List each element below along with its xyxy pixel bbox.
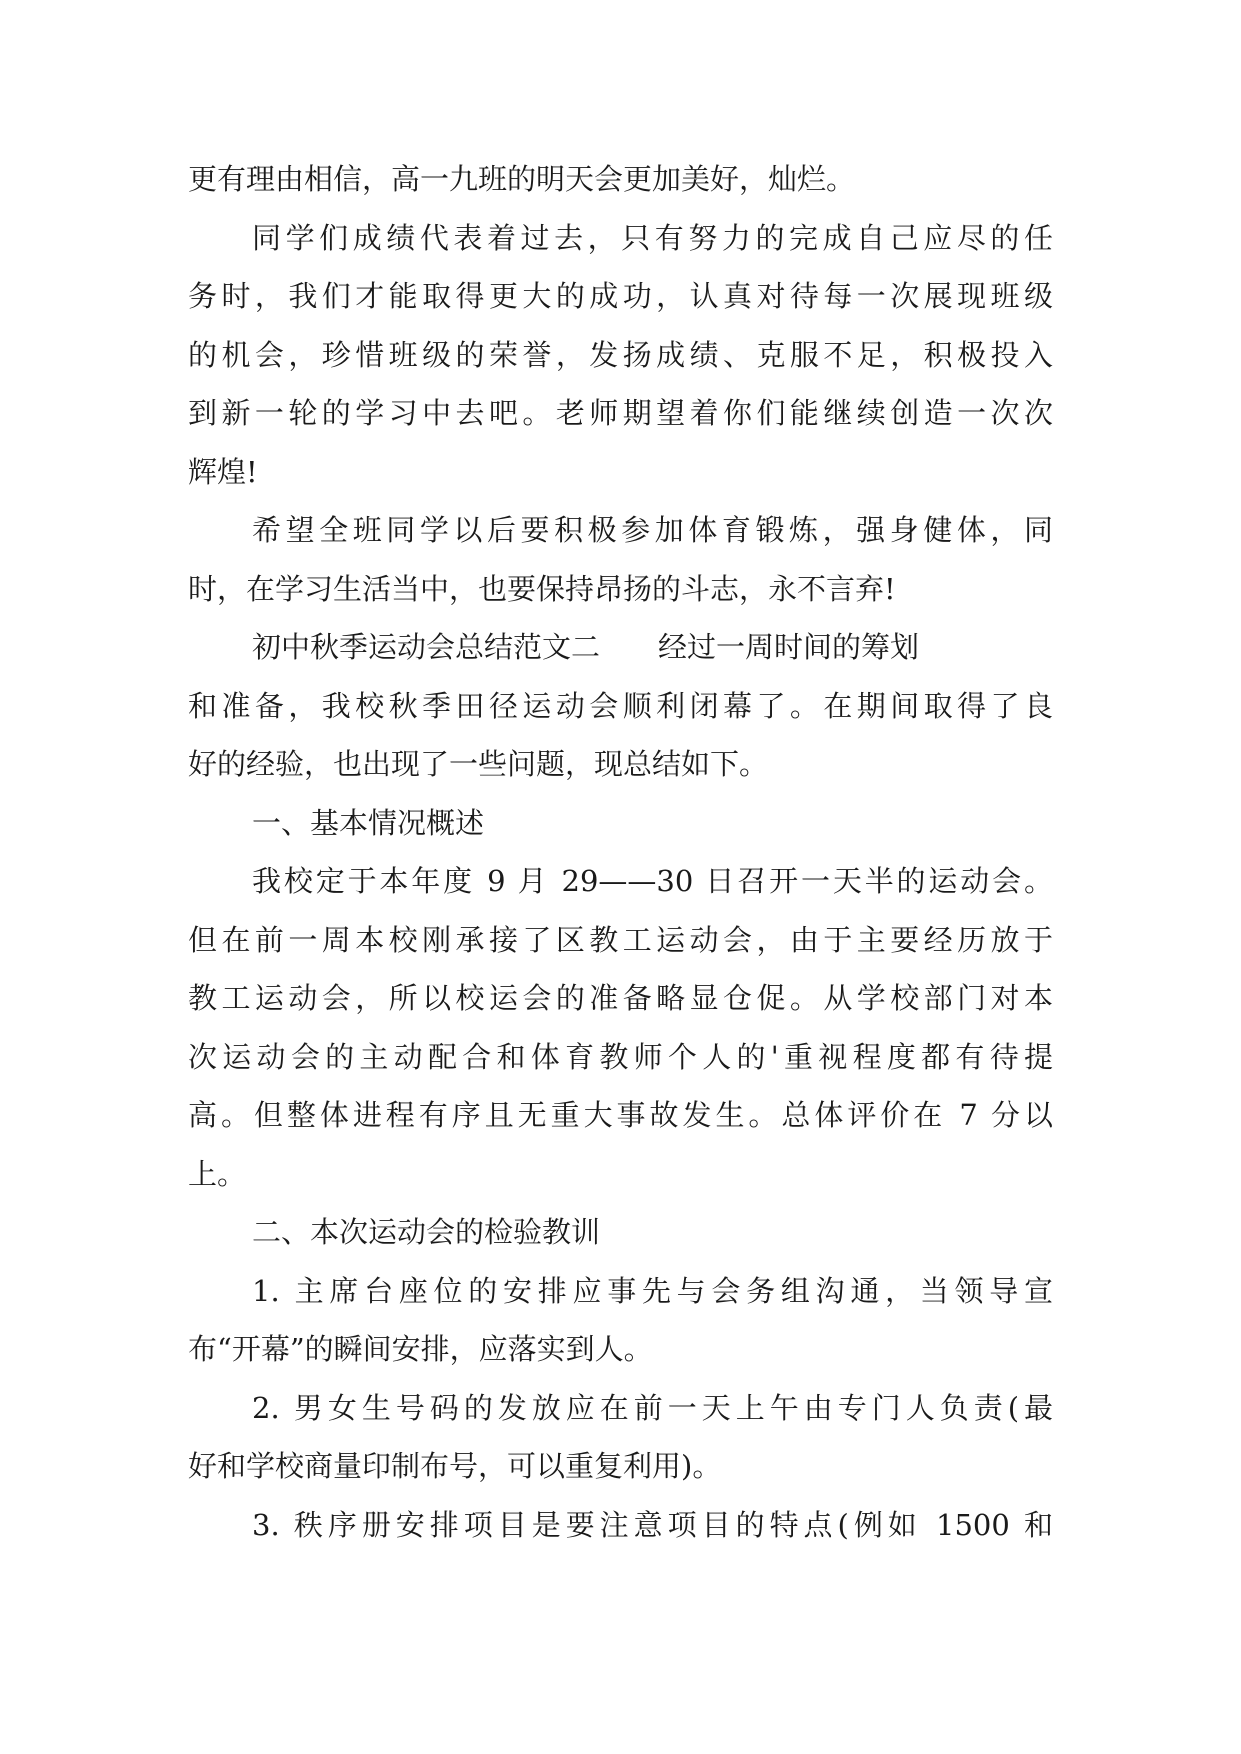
list-item-line: 1. 主席台座位的安排应事先与会务组沟通，当领导宣	[252, 1273, 1053, 1308]
paragraph-line: 的机会，珍惜班级的荣誉，发扬成绩、克服不足，积极投入	[188, 337, 1053, 372]
paragraph-line: 同学们成绩代表着过去，只有努力的完成自己应尽的任	[252, 220, 1053, 255]
document-body	[188, 150, 1053, 1554]
section-heading: 二、本次运动会的检验教训	[252, 1215, 601, 1249]
paragraph-line: 更有理由相信，高一九班的明天会更加美好，灿烂。	[188, 162, 856, 196]
paragraph-line: 和准备，我校秋季田径运动会顺利闭幕了。在期间取得了良	[188, 688, 1053, 723]
paragraph-line: 高。但整体进程有序且无重大事故发生。总体评价在 7 分以	[188, 1098, 1053, 1132]
paragraph-line: 好的经验，也出现了一些问题，现总结如下。	[188, 747, 769, 781]
paragraph-line: 希望全班同学以后要积极参加体育锻炼，强身健体，同	[252, 513, 1053, 547]
paragraph-line: 教工运动会，所以校运会的准备略显仓促。从学校部门对本	[188, 981, 1053, 1015]
paragraph-line: 上。	[188, 1156, 247, 1191]
paragraph-line: 初中秋季运动会总结范文二 经过一周时间的筹划	[252, 630, 920, 664]
list-item-line: 2. 男女生号码的发放应在前一天上午由专门人负责(最	[252, 1390, 1053, 1425]
paragraph-line: 我校定于本年度 9 月 29——30 日召开一天半的运动会。	[252, 864, 1053, 898]
list-item-line: 好和学校商量印制布号，可以重复利用)。	[188, 1449, 722, 1483]
list-item-line: 3. 秩序册安排项目是要注意项目的特点(例如 1500 和	[252, 1507, 1053, 1542]
paragraph-line: 务时，我们才能取得更大的成功，认真对待每一次展现班级	[188, 279, 1053, 313]
paragraph-line: 次运动会的主动配合和体育教师个人的'重视程度都有待提	[188, 1039, 1053, 1074]
paragraph-line: 到新一轮的学习中去吧。老师期望着你们能继续创造一次次	[188, 396, 1053, 430]
section-heading: 一、基本情况概述	[252, 805, 485, 840]
paragraph-line: 辉煌!	[188, 454, 258, 489]
list-item-line: 布“开幕”的瞬间安排，应落实到人。	[188, 1332, 653, 1366]
paragraph-line: 时，在学习生活当中，也要保持昂扬的斗志，永不言弃!	[188, 571, 896, 606]
paragraph-line: 但在前一周本校刚承接了区教工运动会，由于主要经历放于	[188, 922, 1053, 957]
